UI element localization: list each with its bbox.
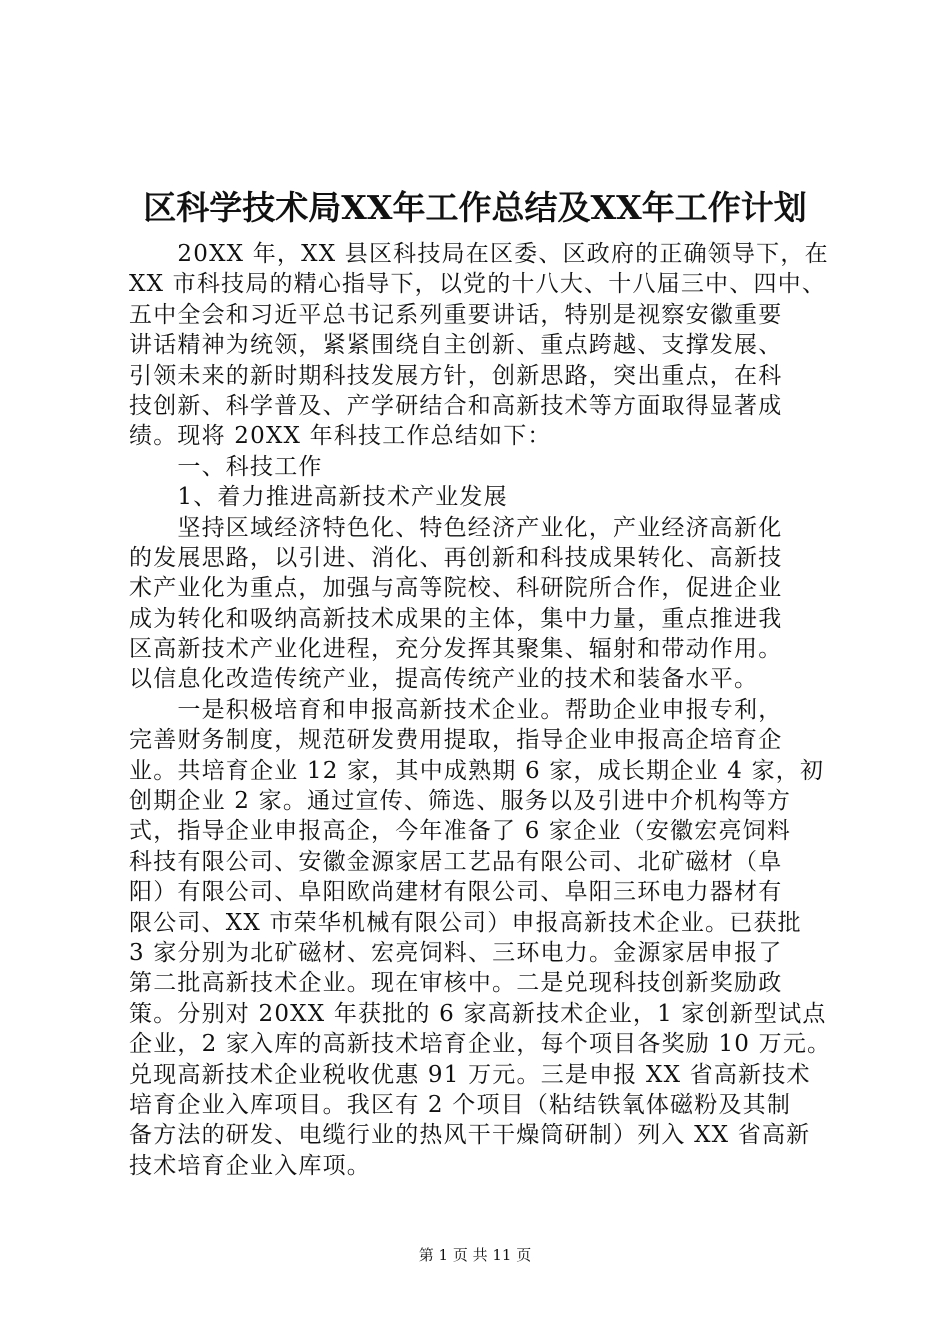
body-line: 五中全会和习近平总书记系列重要讲话，特别是视察安徽重要: [129, 301, 783, 328]
body-line: 策。分别对 20XX 年获批的 6 家高新技术企业，1 家创新型试点: [129, 1000, 827, 1027]
body-line: 成为转化和吸纳高新技术成果的主体，集中力量，重点推进我: [129, 605, 783, 632]
body-line: 1、着力推进高新技术产业发展: [129, 484, 508, 511]
body-line: 的发展思路，以引进、消化、再创新和科技成果转化、高新技: [129, 544, 783, 571]
body-line: 3 家分别为北矿磁材、宏亮饲料、三环电力。金源家居申报了: [129, 939, 783, 966]
body-line: 限公司、XX 市荣华机械有限公司）申报高新技术企业。已获批: [129, 909, 802, 936]
body-line: 备方法的研发、电缆行业的热风干干燥筒研制）列入 XX 省高新: [129, 1122, 811, 1149]
body-line: 区高新技术产业化进程，充分发挥其聚集、辐射和带动作用。: [129, 636, 783, 663]
body-line: 一、科技工作: [129, 453, 323, 480]
body-line: 科技有限公司、安徽金源家居工艺品有限公司、北矿磁材（阜: [129, 848, 783, 875]
body-line: 业。共培育企业 12 家，其中成熟期 6 家，成长期企业 4 家，初: [129, 757, 825, 784]
body-line: 20XX 年，XX 县区科技局在区委、区政府的正确领导下，在: [129, 241, 829, 267]
body-line: 技创新、科学普及、产学研结合和高新技术等方面取得显著成: [129, 392, 783, 419]
body-line: 绩。现将 20XX 年科技工作总结如下：: [129, 423, 552, 450]
body-line: 创期企业 2 家。通过宣传、筛选、服务以及引进中介机构等方: [129, 788, 792, 815]
body-line: 以信息化改造传统产业，提高传统产业的技术和装备水平。: [129, 666, 759, 693]
page-footer: 第 1 页 共 11 页: [418, 1246, 532, 1264]
body-line: 培育企业入库项目。我区有 2 个项目（粘结铁氧体磁粉及其制: [129, 1091, 792, 1118]
body-line: 阳）有限公司、阜阳欧尚建材有限公司、阜阳三环电力器材有: [129, 879, 783, 906]
body-line: 技术培育企业入库项。: [129, 1152, 371, 1179]
body-line: 兑现高新技术企业税收优惠 91 万元。三是申报 XX 省高新技术: [129, 1061, 811, 1088]
body-line: 一是积极培育和申报高新技术企业。帮助企业申报专利，: [129, 696, 783, 723]
body-line: 坚持区域经济特色化、特色经济产业化，产业经济高新化: [129, 514, 783, 541]
body-line: 完善财务制度，规范研发费用提取，指导企业申报高企培育企: [129, 727, 783, 754]
document-title: 区科学技术局XX年工作总结及XX年工作计划: [143, 188, 807, 227]
body-line: 式，指导企业申报高企，今年准备了 6 家企业（安徽宏亮饲料: [129, 818, 792, 845]
body-line: 术产业化为重点，加强与高等院校、科研院所合作，促进企业: [129, 575, 783, 602]
document-body: [129, 239, 849, 1181]
body-line: 第二批高新技术企业。现在审核中。二是兑现科技创新奖励政: [129, 970, 783, 997]
body-line: XX 市科技局的精心指导下，以党的十八大、十八届三中、四中、: [129, 271, 827, 298]
body-line: 讲话精神为统领，紧紧围绕自主创新、重点跨越、支撑发展、: [129, 332, 783, 359]
body-line: 企业，2 家入库的高新技术培育企业，每个项目各奖励 10 万元。: [129, 1031, 832, 1058]
body-line: 引领未来的新时期科技发展方针，创新思路，突出重点，在科: [129, 362, 783, 389]
